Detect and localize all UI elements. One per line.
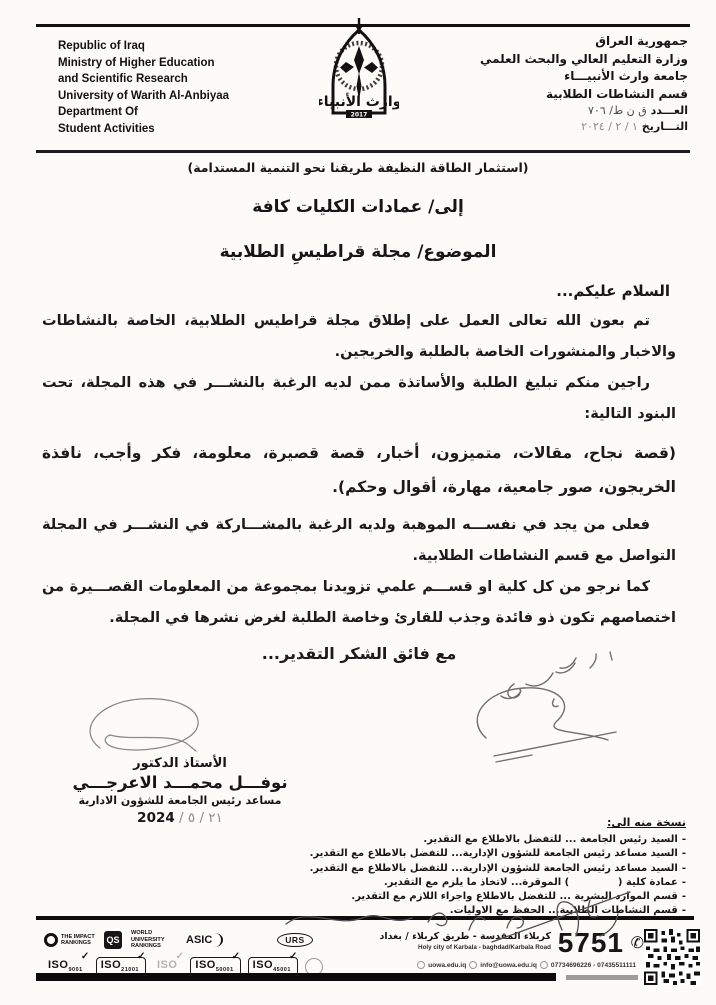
phone-number-large: 5751 bbox=[557, 927, 624, 958]
doc-number-label: العـــدد bbox=[650, 104, 688, 117]
doc-date-label: التـــاريخ bbox=[641, 120, 688, 133]
address-english: Holy city of Karbala - baghdad/Karbala Road bbox=[418, 944, 551, 951]
doc-number-row bbox=[480, 103, 688, 119]
iso-badge: ✓ $ISO_{50001}$ bbox=[190, 957, 240, 976]
signer-name: نوفـــل محمـــد الاعرجـــي bbox=[72, 773, 288, 792]
university-emblem-icon bbox=[319, 6, 399, 142]
to-line: إلى/ عمادات الكليات كافة bbox=[252, 197, 464, 217]
globe-icon bbox=[417, 961, 425, 969]
phone-small-icon bbox=[540, 961, 548, 969]
iso-badge: ✓ $ISO_{21001}$ bbox=[96, 957, 146, 976]
letterhead-english bbox=[58, 38, 229, 137]
copy-to-item: -السيد مساعد رئيس الجامعة للشؤون الإدارية... للتفضل بالاطلاع مع التقدير. bbox=[309, 862, 686, 874]
qs-logo: QS bbox=[104, 931, 122, 949]
email: info@uowa.edu.iq bbox=[480, 961, 537, 969]
copy-to-item: -قسم الموارد البشرية ... للتفضل بالاطلاع واجراء اللازم مع التقدير. bbox=[351, 891, 686, 903]
check-icon: ✓ bbox=[80, 951, 90, 962]
address-arabic: كربلاء المقدسة - طريق كربلاء / بغداد bbox=[379, 931, 551, 942]
letterhead-en-line: Ministry of Higher Education bbox=[58, 56, 215, 69]
signer-title: الأستاذ الدكتور bbox=[133, 756, 227, 771]
signature-date-day-month: ٢١ / ٥ / bbox=[174, 810, 223, 826]
copy-to-heading: نسخة منه الى: bbox=[607, 816, 686, 829]
closing-line: مع فائق الشكر التقدير... bbox=[261, 644, 457, 663]
letterhead-en-line: Republic of Iraq bbox=[58, 40, 145, 52]
copy-to-item: -قسم النشاطات الطلابية... الحفظ مع الاوليات. bbox=[449, 905, 686, 917]
salutation: السلام عليكم... bbox=[556, 282, 670, 300]
body-paragraph-1: تم بعون الله تعالى العمل على إطلاق مجلة قراطيس الطلابية، الخاصة بالنشاطات والاخبار والمنشورات الخاصة بالطلبة والخريجين. bbox=[42, 313, 676, 360]
phone-icon: ✆ bbox=[630, 933, 644, 952]
doc-date-value: ١ / ٢ / ٢٠٢٤ bbox=[581, 120, 638, 133]
subject-line: الموضوع/ مجلة قراطيسِ الطلابية bbox=[219, 242, 497, 262]
asic-logo: ASIC bbox=[186, 933, 223, 947]
asic-swoosh-icon bbox=[213, 933, 223, 947]
check-icon: ✓ bbox=[137, 951, 146, 962]
signature-date-year: 2024 bbox=[137, 810, 175, 826]
body-paragraph-2: راجين منكم تبليغ الطلبة والأساتذة ممن لديه الرغبة بالنشـــر في هذه المجلة، تحت البنود التالية: bbox=[42, 375, 676, 422]
bottom-bar-secondary bbox=[566, 975, 638, 980]
impact-rankings-logo: THE IMPACT RANKINGS bbox=[44, 933, 95, 947]
copy-to-item: -عمادة كلية ( ) الموقرة... لاتخاذ ما يلزم مع التقدير. bbox=[383, 876, 686, 888]
copy-to-item: -السيد رئيس الجامعة ... للتفضل بالاطلاع مع التقدير. bbox=[423, 834, 686, 846]
letterhead-ar-line: جمهورية العراق bbox=[595, 34, 688, 48]
letter-body bbox=[42, 306, 676, 669]
iso-badge: ✓ $ISO_{9001}$ bbox=[48, 951, 90, 974]
svg-text:وارث الأنبياء: وارث الأنبياء bbox=[319, 94, 399, 110]
check-icon: ✓ bbox=[289, 951, 298, 962]
body-paragraph-4: كما نرجو من كل كلية او قســـم علمي تزويدنا بمجموعة من المعلومات القصـــيرة من اختصاصهم تكون ذو فائدة وجذب للقارئ وخاصة الطلبة لغرض نشرها في المجلة. bbox=[42, 579, 676, 626]
copy-to-item: -السيد مساعد رئيس الجامعة للشؤون الإدارية... للتفضل بالاطلاع مع التقدير. bbox=[309, 848, 686, 860]
letterhead-ar-line: جامعة وارث الأنبيـــاء bbox=[564, 69, 688, 83]
bottom-bar bbox=[36, 973, 556, 981]
header-divider bbox=[36, 150, 690, 153]
letterhead-ar-line: قسم النشاطات الطلابية bbox=[545, 86, 688, 101]
iso-badge: ✓ ISO bbox=[156, 951, 185, 971]
check-icon: ✓ bbox=[175, 951, 185, 962]
letterhead-ar-line: وزارة التعليم العالي والبحث العلمي bbox=[479, 51, 688, 66]
letterhead-en-line: University of Warith Al-Anbiyaa bbox=[58, 89, 230, 102]
signature-scribble bbox=[60, 688, 230, 766]
mail-icon bbox=[469, 961, 477, 969]
iso-badge: ✓ $ISO_{45001}$ bbox=[248, 957, 298, 976]
letterhead-en-line: and Scientific Research bbox=[58, 73, 188, 85]
letterhead-arabic bbox=[480, 33, 688, 135]
university-emblem bbox=[319, 6, 399, 142]
check-icon: ✓ bbox=[231, 951, 241, 962]
phone-numbers: 07734696226 - 07435511111 bbox=[550, 961, 636, 969]
signer-position: مساعد رئيس الجامعة للشؤون الادارية bbox=[78, 794, 282, 807]
items-list-block: (قصة نجاح، مقالات، متميزون، أخبار، قصة قصيرة، معلومة، فكر وأجب، نافذة الخريجون، صور جامعية، مهارة، أقوال وحكم). bbox=[42, 444, 676, 496]
copy-signature-scribble bbox=[278, 878, 664, 950]
wur-logo: WORLD UNIVERSITY RANKINGS bbox=[131, 930, 165, 950]
website: uowa.edu.iq bbox=[428, 961, 467, 969]
handwritten-annotation bbox=[428, 638, 660, 780]
urs-logo: URS bbox=[277, 933, 312, 947]
letterhead-en-line: Department Of bbox=[58, 106, 138, 118]
letterhead-en-line: Student Activities bbox=[58, 122, 155, 135]
doc-date-row bbox=[480, 119, 688, 135]
impact-rankings-icon bbox=[44, 933, 58, 947]
slogan-line: (استثمار الطاقة النظيفة طريقنا نحو التنمية المستدامة) bbox=[187, 160, 529, 175]
doc-number-value: ق ن ط/ ٧٠٦ bbox=[588, 104, 647, 117]
body-paragraph-3: فعلى من يجد في نفســـه الموهبة ولديه الرغبة بالمشـــاركة في النشـــر في المجلة التواصل مع قسم النشاطات الطلابية. bbox=[42, 517, 676, 564]
footer-contacts bbox=[366, 961, 636, 969]
svg-text:2017: 2017 bbox=[350, 111, 368, 119]
